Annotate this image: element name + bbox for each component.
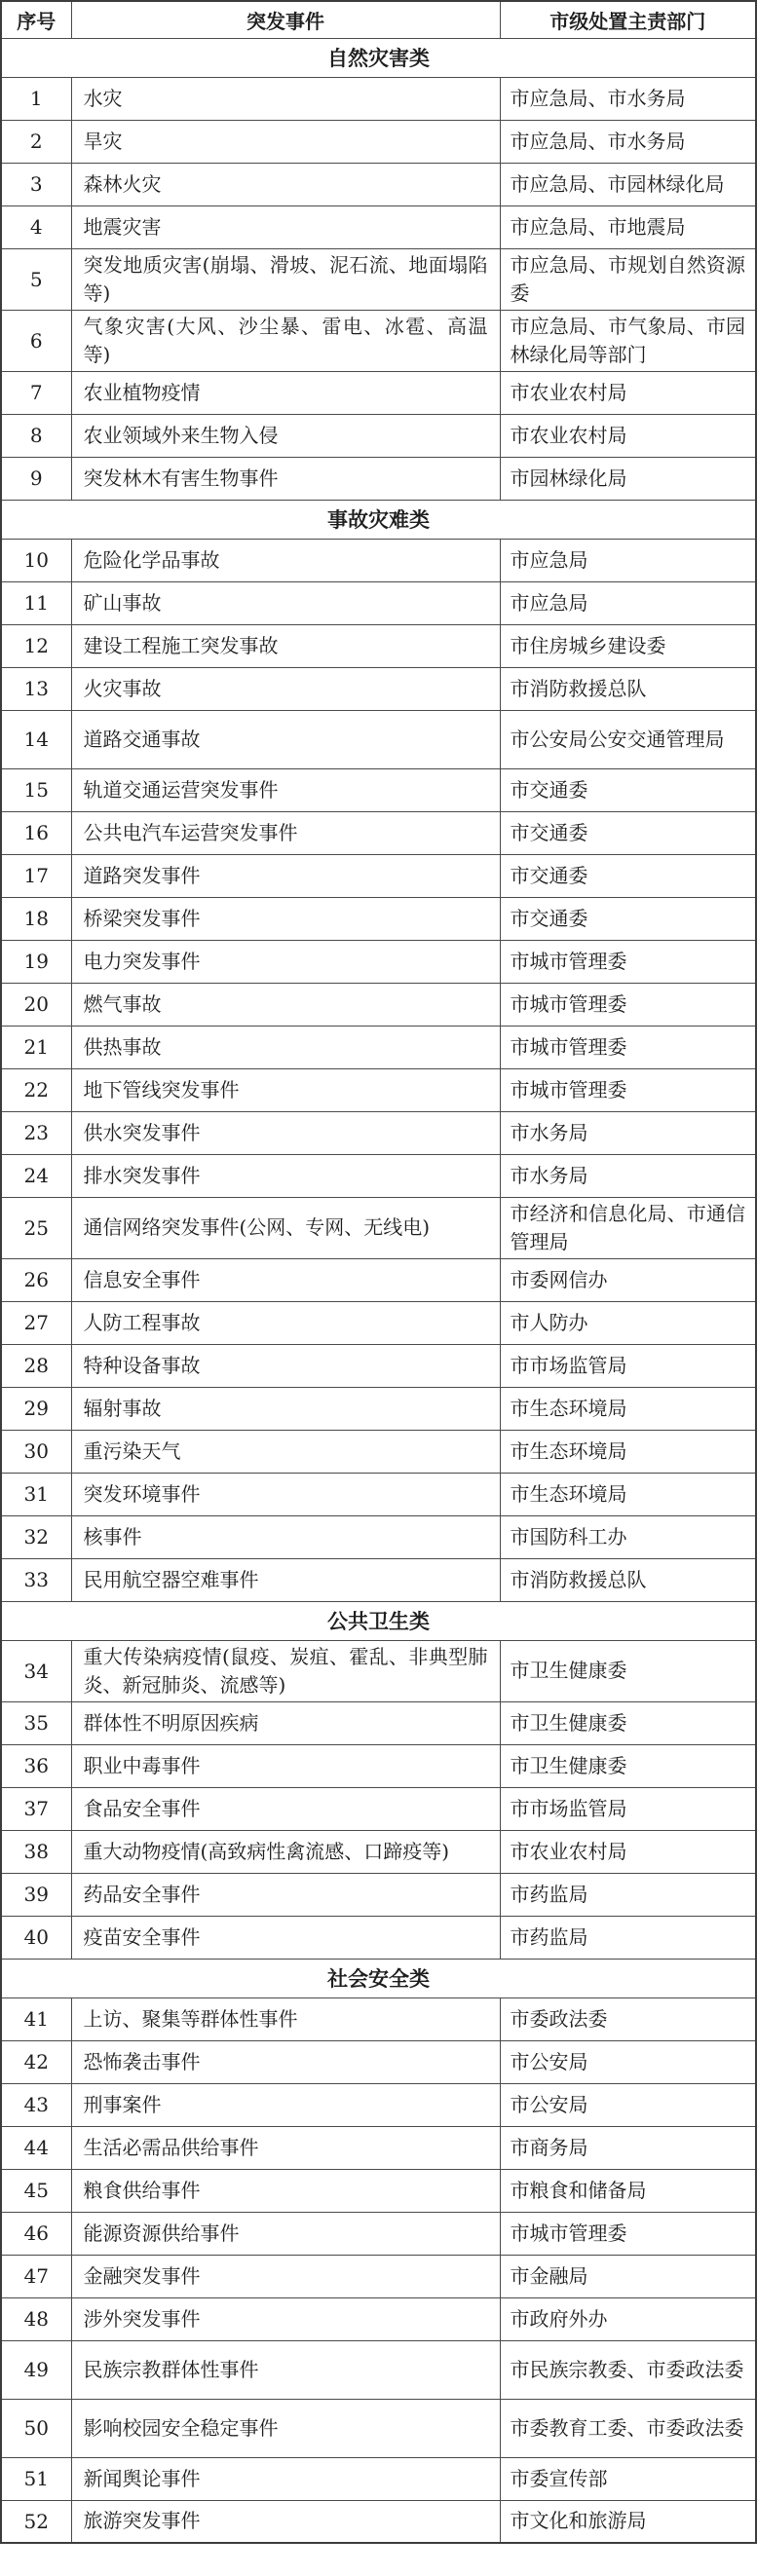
table-row bbox=[1, 2255, 756, 2297]
table-row bbox=[1, 1701, 756, 1744]
row-number-cell: 12 bbox=[1, 624, 71, 667]
section-header-row bbox=[1, 1601, 756, 1640]
row-number-cell: 41 bbox=[1, 1997, 71, 2040]
table-row bbox=[1, 1473, 756, 1515]
table-row bbox=[1, 539, 756, 581]
event-cell: 农业植物疫情 bbox=[71, 371, 500, 414]
event-cell: 矿山事故 bbox=[71, 581, 500, 624]
row-number-cell: 49 bbox=[1, 2340, 71, 2399]
department-cell: 市交通委 bbox=[500, 854, 756, 897]
department-cell: 市交通委 bbox=[500, 897, 756, 940]
table-row bbox=[1, 205, 756, 248]
department-cell: 市农业农村局 bbox=[500, 371, 756, 414]
department-cell: 市农业农村局 bbox=[500, 1830, 756, 1873]
table-row bbox=[1, 2169, 756, 2212]
section-header-row bbox=[1, 1959, 756, 1997]
department-cell: 市卫生健康委 bbox=[500, 1640, 756, 1701]
row-number-cell: 19 bbox=[1, 940, 71, 983]
department-cell: 市药监局 bbox=[500, 1916, 756, 1959]
table-row bbox=[1, 1997, 756, 2040]
table-row bbox=[1, 120, 756, 163]
table-row bbox=[1, 2500, 756, 2543]
row-number-cell: 7 bbox=[1, 371, 71, 414]
event-cell: 通信网络突发事件(公网、专网、无线电) bbox=[71, 1197, 500, 1258]
row-number-cell: 42 bbox=[1, 2040, 71, 2083]
row-number-cell: 17 bbox=[1, 854, 71, 897]
department-cell: 市应急局 bbox=[500, 539, 756, 581]
section-header-row bbox=[1, 38, 756, 77]
row-number-cell: 14 bbox=[1, 710, 71, 768]
row-number-cell: 31 bbox=[1, 1473, 71, 1515]
table-row bbox=[1, 2212, 756, 2255]
department-cell: 市应急局、市地震局 bbox=[500, 205, 756, 248]
event-cell: 群体性不明原因疾病 bbox=[71, 1701, 500, 1744]
department-cell: 市粮食和储备局 bbox=[500, 2169, 756, 2212]
table-row bbox=[1, 1111, 756, 1154]
event-cell: 轨道交通运营突发事件 bbox=[71, 768, 500, 811]
event-cell: 重大传染病疫情(鼠疫、炭疽、霍乱、非典型肺炎、新冠肺炎、流感等) bbox=[71, 1640, 500, 1701]
department-cell: 市委宣传部 bbox=[500, 2457, 756, 2500]
row-number-cell: 15 bbox=[1, 768, 71, 811]
event-cell: 水灾 bbox=[71, 77, 500, 120]
column-header-department: 市级处置主责部门 bbox=[500, 1, 756, 38]
row-number-cell: 27 bbox=[1, 1301, 71, 1344]
table-row bbox=[1, 897, 756, 940]
event-cell: 信息安全事件 bbox=[71, 1258, 500, 1301]
row-number-cell: 13 bbox=[1, 667, 71, 710]
table-row bbox=[1, 940, 756, 983]
header-row bbox=[1, 1, 756, 38]
event-cell: 森林火灾 bbox=[71, 163, 500, 205]
row-number-cell: 51 bbox=[1, 2457, 71, 2500]
department-cell: 市经济和信息化局、市通信管理局 bbox=[500, 1197, 756, 1258]
department-cell: 市水务局 bbox=[500, 1111, 756, 1154]
table-row bbox=[1, 581, 756, 624]
row-number-cell: 44 bbox=[1, 2126, 71, 2169]
department-cell: 市生态环境局 bbox=[500, 1430, 756, 1473]
event-cell: 职业中毒事件 bbox=[71, 1744, 500, 1787]
table-row bbox=[1, 710, 756, 768]
row-number-cell: 30 bbox=[1, 1430, 71, 1473]
department-cell: 市住房城乡建设委 bbox=[500, 624, 756, 667]
row-number-cell: 32 bbox=[1, 1515, 71, 1558]
table-row bbox=[1, 1873, 756, 1916]
event-cell: 特种设备事故 bbox=[71, 1344, 500, 1387]
row-number-cell: 38 bbox=[1, 1830, 71, 1873]
table-row bbox=[1, 1154, 756, 1197]
table-row bbox=[1, 2040, 756, 2083]
department-cell: 市交通委 bbox=[500, 811, 756, 854]
row-number-cell: 28 bbox=[1, 1344, 71, 1387]
event-cell: 供水突发事件 bbox=[71, 1111, 500, 1154]
event-cell: 粮食供给事件 bbox=[71, 2169, 500, 2212]
event-cell: 重污染天气 bbox=[71, 1430, 500, 1473]
table-row bbox=[1, 2297, 756, 2340]
table-row bbox=[1, 1787, 756, 1830]
row-number-cell: 16 bbox=[1, 811, 71, 854]
table-row bbox=[1, 457, 756, 500]
event-cell: 上访、聚集等群体性事件 bbox=[71, 1997, 500, 2040]
event-cell: 恐怖袭击事件 bbox=[71, 2040, 500, 2083]
event-cell: 建设工程施工突发事故 bbox=[71, 624, 500, 667]
event-cell: 地下管线突发事件 bbox=[71, 1068, 500, 1111]
department-cell: 市应急局、市水务局 bbox=[500, 77, 756, 120]
row-number-cell: 36 bbox=[1, 1744, 71, 1787]
row-number-cell: 5 bbox=[1, 248, 71, 310]
event-cell: 桥梁突发事件 bbox=[71, 897, 500, 940]
department-cell: 市应急局、市园林绿化局 bbox=[500, 163, 756, 205]
row-number-cell: 3 bbox=[1, 163, 71, 205]
table-row bbox=[1, 163, 756, 205]
event-cell: 药品安全事件 bbox=[71, 1873, 500, 1916]
event-cell: 排水突发事件 bbox=[71, 1154, 500, 1197]
table-row bbox=[1, 1515, 756, 1558]
event-cell: 火灾事故 bbox=[71, 667, 500, 710]
row-number-cell: 1 bbox=[1, 77, 71, 120]
row-number-cell: 8 bbox=[1, 414, 71, 457]
row-number-cell: 43 bbox=[1, 2083, 71, 2126]
row-number-cell: 52 bbox=[1, 2500, 71, 2543]
event-cell: 燃气事故 bbox=[71, 983, 500, 1026]
department-cell: 市民族宗教委、市委政法委 bbox=[500, 2340, 756, 2399]
table-row bbox=[1, 624, 756, 667]
department-cell: 市金融局 bbox=[500, 2255, 756, 2297]
department-cell: 市公安局公安交通管理局 bbox=[500, 710, 756, 768]
row-number-cell: 26 bbox=[1, 1258, 71, 1301]
department-cell: 市国防科工办 bbox=[500, 1515, 756, 1558]
table-row bbox=[1, 854, 756, 897]
event-cell: 道路交通事故 bbox=[71, 710, 500, 768]
department-cell: 市委网信办 bbox=[500, 1258, 756, 1301]
row-number-cell: 33 bbox=[1, 1558, 71, 1601]
table-row bbox=[1, 1197, 756, 1258]
row-number-cell: 4 bbox=[1, 205, 71, 248]
department-cell: 市生态环境局 bbox=[500, 1387, 756, 1430]
event-cell: 突发林木有害生物事件 bbox=[71, 457, 500, 500]
row-number-cell: 48 bbox=[1, 2297, 71, 2340]
row-number-cell: 23 bbox=[1, 1111, 71, 1154]
department-cell: 市卫生健康委 bbox=[500, 1701, 756, 1744]
table-row bbox=[1, 2340, 756, 2399]
row-number-cell: 35 bbox=[1, 1701, 71, 1744]
department-cell: 市商务局 bbox=[500, 2126, 756, 2169]
department-cell: 市城市管理委 bbox=[500, 2212, 756, 2255]
department-cell: 市生态环境局 bbox=[500, 1473, 756, 1515]
row-number-cell: 20 bbox=[1, 983, 71, 1026]
row-number-cell: 10 bbox=[1, 539, 71, 581]
department-cell: 市交通委 bbox=[500, 768, 756, 811]
section-title: 自然灾害类 bbox=[1, 38, 756, 77]
event-cell: 民族宗教群体性事件 bbox=[71, 2340, 500, 2399]
department-cell: 市城市管理委 bbox=[500, 940, 756, 983]
event-cell: 新闻舆论事件 bbox=[71, 2457, 500, 2500]
department-cell: 市农业农村局 bbox=[500, 414, 756, 457]
row-number-cell: 37 bbox=[1, 1787, 71, 1830]
row-number-cell: 25 bbox=[1, 1197, 71, 1258]
table-row bbox=[1, 2399, 756, 2457]
department-cell: 市城市管理委 bbox=[500, 1068, 756, 1111]
table-row bbox=[1, 1430, 756, 1473]
column-header-event: 突发事件 bbox=[71, 1, 500, 38]
department-cell: 市城市管理委 bbox=[500, 1026, 756, 1068]
table-row bbox=[1, 1558, 756, 1601]
department-cell: 市应急局 bbox=[500, 581, 756, 624]
table-row bbox=[1, 667, 756, 710]
table-row bbox=[1, 310, 756, 371]
department-cell: 市市场监管局 bbox=[500, 1787, 756, 1830]
department-cell: 市卫生健康委 bbox=[500, 1744, 756, 1787]
department-cell: 市市场监管局 bbox=[500, 1344, 756, 1387]
event-cell: 突发环境事件 bbox=[71, 1473, 500, 1515]
table-row bbox=[1, 248, 756, 310]
event-cell: 生活必需品供给事件 bbox=[71, 2126, 500, 2169]
event-cell: 旱灾 bbox=[71, 120, 500, 163]
event-cell: 农业领域外来生物入侵 bbox=[71, 414, 500, 457]
row-number-cell: 21 bbox=[1, 1026, 71, 1068]
row-number-cell: 45 bbox=[1, 2169, 71, 2212]
section-title: 社会安全类 bbox=[1, 1959, 756, 1997]
department-cell: 市人防办 bbox=[500, 1301, 756, 1344]
table-row bbox=[1, 2457, 756, 2500]
row-number-cell: 2 bbox=[1, 120, 71, 163]
table-row bbox=[1, 768, 756, 811]
table-row bbox=[1, 983, 756, 1026]
event-cell: 核事件 bbox=[71, 1515, 500, 1558]
row-number-cell: 47 bbox=[1, 2255, 71, 2297]
row-number-cell: 50 bbox=[1, 2399, 71, 2457]
table-row bbox=[1, 1387, 756, 1430]
event-cell: 电力突发事件 bbox=[71, 940, 500, 983]
row-number-cell: 24 bbox=[1, 1154, 71, 1197]
table-row bbox=[1, 811, 756, 854]
table-row bbox=[1, 371, 756, 414]
table-row bbox=[1, 414, 756, 457]
department-cell: 市公安局 bbox=[500, 2083, 756, 2126]
row-number-cell: 18 bbox=[1, 897, 71, 940]
table-row bbox=[1, 1068, 756, 1111]
table-row bbox=[1, 1026, 756, 1068]
row-number-cell: 29 bbox=[1, 1387, 71, 1430]
table-row bbox=[1, 1744, 756, 1787]
department-cell: 市消防救援总队 bbox=[500, 1558, 756, 1601]
department-cell: 市委政法委 bbox=[500, 1997, 756, 2040]
event-cell: 影响校园安全稳定事件 bbox=[71, 2399, 500, 2457]
event-cell: 地震灾害 bbox=[71, 205, 500, 248]
event-cell: 民用航空器空难事件 bbox=[71, 1558, 500, 1601]
event-cell: 刑事案件 bbox=[71, 2083, 500, 2126]
event-cell: 危险化学品事故 bbox=[71, 539, 500, 581]
event-cell: 公共电汽车运营突发事件 bbox=[71, 811, 500, 854]
event-cell: 涉外突发事件 bbox=[71, 2297, 500, 2340]
table-row bbox=[1, 1830, 756, 1873]
row-number-cell: 9 bbox=[1, 457, 71, 500]
column-header-number: 序号 bbox=[1, 1, 71, 38]
department-cell: 市消防救援总队 bbox=[500, 667, 756, 710]
table-row bbox=[1, 1301, 756, 1344]
row-number-cell: 22 bbox=[1, 1068, 71, 1111]
table-row bbox=[1, 1640, 756, 1701]
department-cell: 市水务局 bbox=[500, 1154, 756, 1197]
table-header bbox=[1, 1, 756, 38]
event-cell: 供热事故 bbox=[71, 1026, 500, 1068]
event-cell: 人防工程事故 bbox=[71, 1301, 500, 1344]
table-row bbox=[1, 77, 756, 120]
table-row bbox=[1, 2126, 756, 2169]
department-cell: 市文化和旅游局 bbox=[500, 2500, 756, 2543]
department-cell: 市药监局 bbox=[500, 1873, 756, 1916]
row-number-cell: 46 bbox=[1, 2212, 71, 2255]
row-number-cell: 6 bbox=[1, 310, 71, 371]
event-cell: 金融突发事件 bbox=[71, 2255, 500, 2297]
department-cell: 市公安局 bbox=[500, 2040, 756, 2083]
department-cell: 市城市管理委 bbox=[500, 983, 756, 1026]
event-cell: 突发地质灾害(崩塌、滑坡、泥石流、地面塌陷等) bbox=[71, 248, 500, 310]
department-cell: 市政府外办 bbox=[500, 2297, 756, 2340]
department-cell: 市应急局、市规划自然资源委 bbox=[500, 248, 756, 310]
table-row bbox=[1, 2083, 756, 2126]
department-cell: 市委教育工委、市委政法委 bbox=[500, 2399, 756, 2457]
table-row bbox=[1, 1344, 756, 1387]
section-header-row bbox=[1, 500, 756, 539]
row-number-cell: 34 bbox=[1, 1640, 71, 1701]
event-cell: 道路突发事件 bbox=[71, 854, 500, 897]
event-cell: 旅游突发事件 bbox=[71, 2500, 500, 2543]
event-cell: 气象灾害(大风、沙尘暴、雷电、冰雹、高温等) bbox=[71, 310, 500, 371]
table-row bbox=[1, 1258, 756, 1301]
department-cell: 市应急局、市气象局、市园林绿化局等部门 bbox=[500, 310, 756, 371]
event-cell: 食品安全事件 bbox=[71, 1787, 500, 1830]
department-cell: 市园林绿化局 bbox=[500, 457, 756, 500]
table-body bbox=[1, 38, 756, 2543]
event-cell: 疫苗安全事件 bbox=[71, 1916, 500, 1959]
table-row bbox=[1, 1916, 756, 1959]
section-title: 公共卫生类 bbox=[1, 1601, 756, 1640]
event-cell: 重大动物疫情(高致病性禽流感、口蹄疫等) bbox=[71, 1830, 500, 1873]
event-cell: 能源资源供给事件 bbox=[71, 2212, 500, 2255]
event-cell: 辐射事故 bbox=[71, 1387, 500, 1430]
section-title: 事故灾难类 bbox=[1, 500, 756, 539]
department-cell: 市应急局、市水务局 bbox=[500, 120, 756, 163]
row-number-cell: 11 bbox=[1, 581, 71, 624]
row-number-cell: 39 bbox=[1, 1873, 71, 1916]
row-number-cell: 40 bbox=[1, 1916, 71, 1959]
